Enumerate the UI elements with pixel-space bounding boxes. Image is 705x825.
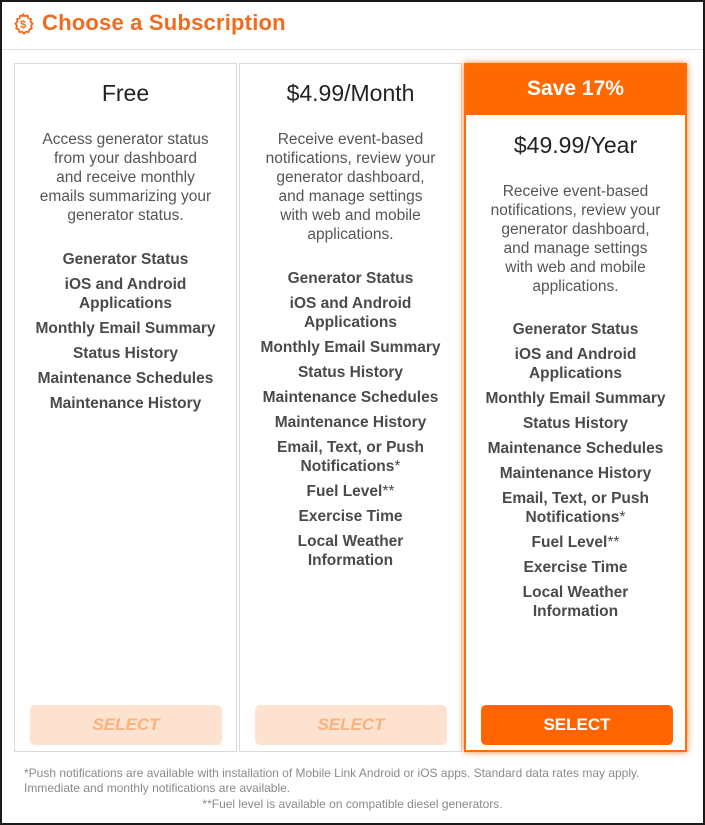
feature-item: Maintenance History (49, 395, 202, 412)
plan-title: Free (101, 80, 150, 106)
feature-item: Generator Status (62, 251, 189, 268)
feature-item: Monthly Email Summary (35, 320, 216, 337)
savings-banner: Save 17% (466, 65, 685, 115)
feature-item: Email, Text, or Push Notifications* (501, 490, 649, 526)
page-title: Choose a Subscription (42, 10, 286, 35)
svg-text:$: $ (19, 19, 27, 31)
feature-item: Maintenance Schedules (262, 389, 439, 406)
footnote-push: *Push notifications are available with installation of Mobile Link Android or iOS apps. Standard data rates may apply. Immediate and monthly notifications are available. (24, 766, 640, 795)
footnote-marker: ** (382, 483, 395, 500)
feature-item: Generator Status (512, 321, 639, 338)
dollar-coin-icon (12, 13, 34, 35)
feature-item: Fuel Level** (531, 534, 620, 551)
plan-card-free (14, 63, 237, 752)
plan-description: Receive event-based notifications, review your generator dashboard, and manage settings with web and mobile applications. (265, 131, 436, 243)
feature-item: Maintenance Schedules (487, 440, 664, 457)
feature-item: iOS and Android Applications (64, 276, 187, 312)
feature-item: Email, Text, or Push Notifications* (276, 439, 424, 475)
feature-list (254, 269, 447, 576)
feature-item: iOS and Android Applications (289, 295, 412, 331)
plan-card-monthly (239, 63, 462, 752)
select-free-button[interactable]: SELECT (30, 705, 222, 745)
feature-item: Fuel Level** (306, 483, 395, 500)
plan-card-yearly (464, 63, 687, 752)
select-monthly-button[interactable]: SELECT (255, 705, 447, 745)
footnote-fuel: **Fuel level is available on compatible diesel generators. (202, 797, 503, 811)
footnote-marker: ** (607, 534, 620, 551)
feature-item: Status History (297, 364, 404, 381)
feature-item: iOS and Android Applications (514, 346, 637, 382)
footnote-marker: * (619, 509, 626, 526)
feature-item: Monthly Email Summary (485, 390, 666, 407)
footnote-marker: * (394, 458, 401, 475)
feature-item: Generator Status (287, 270, 414, 287)
select-yearly-button[interactable]: SELECT (481, 705, 673, 745)
feature-item: Local Weather Information (522, 584, 629, 620)
feature-item: Exercise Time (298, 508, 403, 525)
plan-description: Receive event-based notifications, review your generator dashboard, and manage settings with web and mobile applications. (490, 183, 661, 295)
feature-item: Monthly Email Summary (260, 339, 441, 356)
plan-description: Access generator status from your dashboard and receive monthly emails summarizing your generator status. (39, 131, 212, 224)
plan-title: $4.99/Month (286, 80, 415, 106)
feature-item: Maintenance History (274, 414, 427, 431)
feature-item: Status History (522, 415, 629, 432)
feature-list (29, 250, 222, 419)
dialog-header (2, 2, 703, 50)
feature-item: Status History (72, 345, 179, 362)
plan-title: $49.99/Year (513, 132, 638, 158)
feature-item: Maintenance Schedules (37, 370, 214, 387)
feature-item: Local Weather Information (297, 533, 404, 569)
feature-list (480, 320, 671, 627)
feature-item: Maintenance History (499, 465, 652, 482)
feature-item: Exercise Time (523, 559, 628, 576)
